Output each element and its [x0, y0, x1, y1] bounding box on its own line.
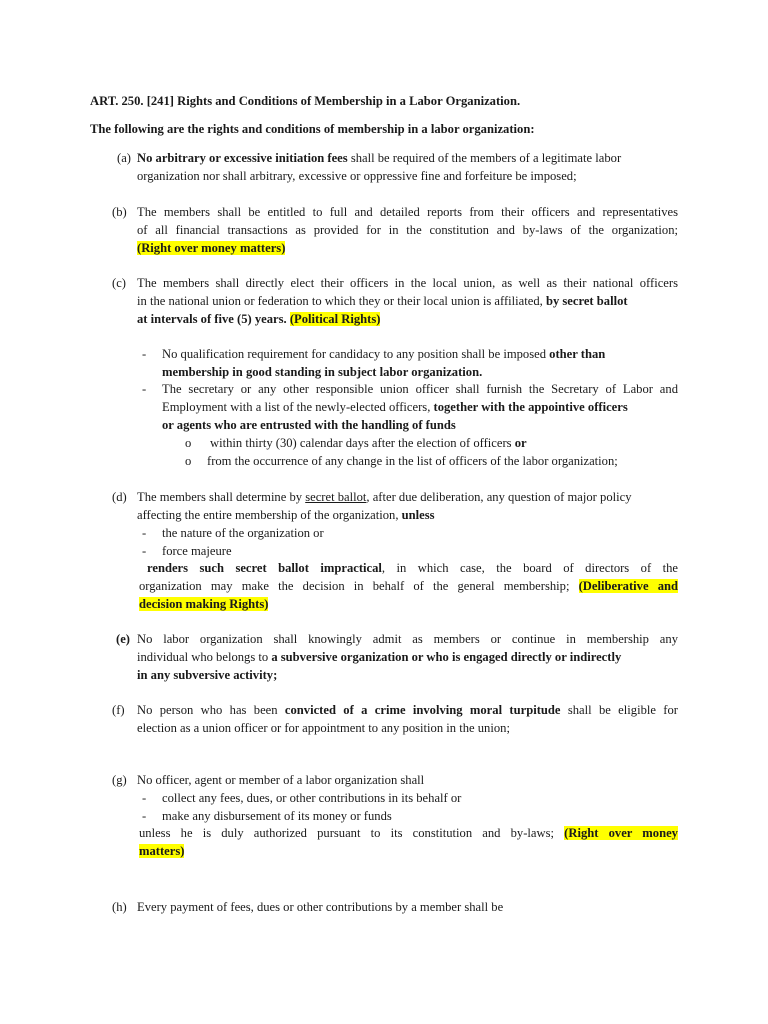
item-b-line-2: of all financial transactions as provided for in the constitution and by-laws of the organization;	[137, 223, 678, 237]
item-c-line-1: The members shall directly elect their officers in the local union, as well as their national officers	[137, 276, 678, 290]
item-h-line-1: Every payment of fees, dues or other contributions by a member shall be	[137, 900, 504, 914]
highlight-decision-making: decision making Rights)	[139, 597, 269, 611]
item-d-dash-1: -	[142, 526, 147, 540]
item-f-marker: (f)	[112, 703, 125, 717]
item-c-line-2: in the national union or federation to which they or their local union is affiliated, by secret ballot	[137, 294, 628, 308]
item-c-bullet-2-line-3: or agents who are entrusted with the handling of funds	[162, 418, 456, 432]
item-d-line-2: affecting the entire membership of the organization, unless	[137, 508, 435, 522]
item-d-line-5: renders such secret ballot impractical, in which case, the board of directors of the	[147, 561, 678, 575]
item-c-bullet-1-line-1: No qualification requirement for candidacy to any position shall be imposed other than	[162, 347, 606, 361]
item-a-line-1: No arbitrary or excessive initiation fees shall be required of the members of a legitimate labor	[137, 151, 622, 165]
item-d-marker: (d)	[112, 490, 127, 504]
item-e-line-1: No labor organization shall knowingly admit as members or continue in membership any	[137, 632, 678, 646]
item-c-sub-marker-2: o	[185, 454, 192, 468]
item-d-bullet-2: force majeure	[162, 544, 232, 558]
item-d-line-7	[139, 595, 268, 613]
item-c-dash-2: -	[142, 382, 147, 396]
item-f-line-2: election as a union officer or for appointment to any position in the union;	[137, 721, 510, 735]
item-c-dash-1: -	[142, 347, 147, 361]
intro-line: The following are the rights and conditions of membership in a labor organization:	[90, 122, 535, 136]
article-heading: ART. 250. [241] Rights and Conditions of Membership in a Labor Organization.	[90, 94, 521, 108]
item-e-marker: (e)	[116, 632, 130, 646]
item-c-bullet-1-line-2: membership in good standing in subject labor organization.	[162, 365, 483, 379]
item-e-line-2: individual who belongs to a subversive organization or who is engaged directly or indirectly	[137, 650, 622, 664]
item-a-marker: (a)	[117, 151, 131, 165]
highlight-political-rights: (Political Rights)	[289, 312, 381, 326]
item-g-line-1: No officer, agent or member of a labor organization shall	[137, 773, 425, 787]
item-c-marker: (c)	[112, 276, 126, 290]
item-c-bullet-2-line-1: The secretary or any other responsible union officer shall furnish the Secretary of Labor and	[162, 382, 678, 396]
item-h-marker: (h)	[112, 900, 127, 914]
item-b-marker: (b)	[112, 205, 127, 219]
item-d-bullet-1: the nature of the organization or	[162, 526, 324, 540]
item-c-sub-1: within thirty (30) calendar days after the election of officers or	[210, 436, 527, 450]
item-c-sub-2: from the occurrence of any change in the list of officers of the labor organization;	[207, 454, 618, 468]
item-d-line-1: The members shall determine by secret ballot, after due deliberation, any question of major policy	[137, 490, 632, 504]
item-g-marker: (g)	[112, 773, 127, 787]
item-g-line-4: unless he is duly authorized pursuant to its constitution and by-laws; (Right over money	[139, 826, 678, 840]
item-e-line-3: in any subversive activity;	[137, 668, 278, 682]
item-g-dash-1: -	[142, 791, 147, 805]
item-c-bullet-2-line-2: Employment with a list of the newly-elected officers, together with the appointive officers	[162, 400, 628, 414]
item-d-dash-2: -	[142, 544, 147, 558]
item-f-line-1: No person who has been convicted of a crime involving moral turpitude shall be eligible for	[137, 703, 678, 717]
item-c-sub-marker-1: o	[185, 436, 192, 450]
item-b-line-1: The members shall be entitled to full and detailed reports from their officers and representatives	[137, 205, 678, 219]
item-d-line-6: organization may make the decision in behalf of the general membership; (Deliberative and	[139, 579, 678, 593]
item-g-bullet-1: collect any fees, dues, or other contributions in its behalf or	[162, 791, 462, 805]
item-b-line-3	[137, 239, 285, 257]
item-g-bullet-2: make any disbursement of its money or funds	[162, 809, 392, 823]
highlight-right-over-money-2: (Right over money	[564, 826, 678, 840]
item-c-line-3: at intervals of five (5) years. (Political Rights)	[137, 312, 381, 326]
highlight-deliberative: (Deliberative and	[578, 579, 678, 593]
item-g-line-5	[139, 842, 184, 860]
item-a-line-2: organization nor shall arbitrary, excessive or oppressive fine and forfeiture be imposed;	[137, 169, 577, 183]
highlight-right-over-money: (Right over money matters)	[137, 241, 286, 255]
item-g-dash-2: -	[142, 809, 147, 823]
highlight-matters: matters)	[139, 844, 185, 858]
